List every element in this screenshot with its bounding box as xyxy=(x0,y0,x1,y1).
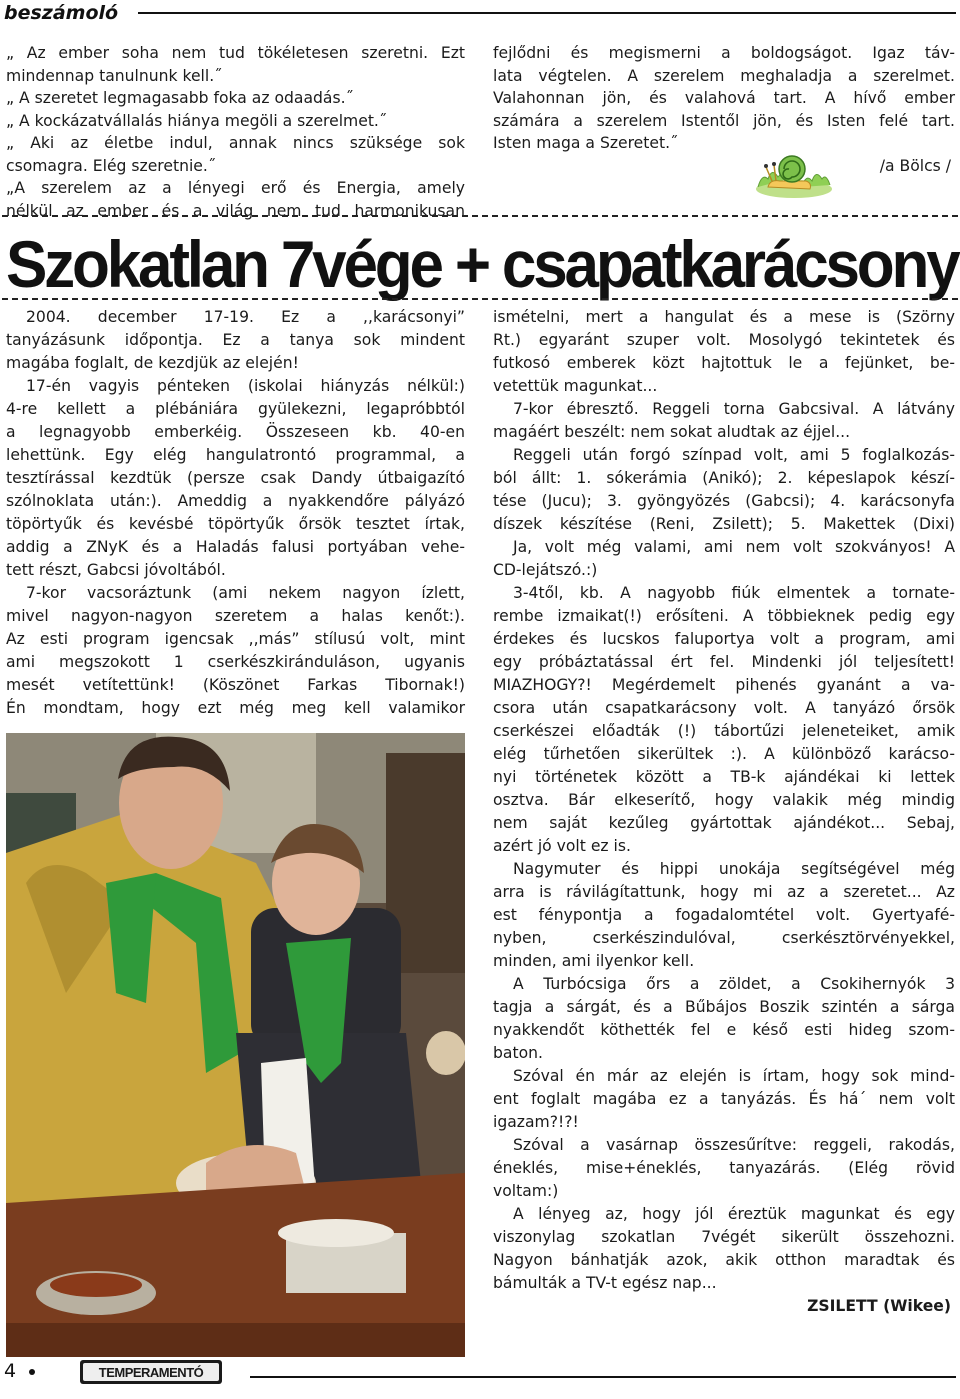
quote-line: Valahonnan jön, és valahová tart. A hívő ember xyxy=(493,89,955,107)
quote-line: „ A szeretet legmagasabb foka az odaadás.˝ xyxy=(6,89,354,107)
quote-line: „A szerelem az a lényegi erő és Energia, amely xyxy=(6,179,465,197)
article-line: igazam?!?! xyxy=(493,1113,579,1131)
article-line: baton. xyxy=(493,1044,543,1062)
article-line: Szóval én már az elején is írtam, hogy sok mind- xyxy=(513,1067,955,1085)
article-line: viszonylag szokatlan 7végét sikerült összehozni. xyxy=(493,1228,955,1246)
article-line: egy próbáztatással ért fel. Mindenki jól teljesített! xyxy=(493,653,955,671)
dashed-divider xyxy=(2,298,958,300)
article-line: töpörtyűk és kevésbé töpörtyűk őrsök tesztet írtak, xyxy=(6,515,465,533)
article-line: szólnoklata után:). Ameddig a nyakkendőre pályázó xyxy=(6,492,465,510)
article-signature: ZSILETT (Wikee) xyxy=(807,1297,951,1315)
quote-line: fejlődni és megismerni a boldogságot. Igaz táv- xyxy=(493,44,955,62)
scout-photo xyxy=(6,733,465,1357)
quote-line: nélkül az ember és a világ nem tud harmonikusan xyxy=(6,201,465,220)
article-line: nyi történetek között a TB-k ajándékai ki lettek xyxy=(493,768,955,786)
article-line: 7-kor vacsoráztunk (ami nekem nagyon ízlett, xyxy=(26,584,465,602)
quote-line: lata végtelen. A szerelem meghaladja a szerelmet. xyxy=(493,66,955,85)
article-line: 2004. december 17-19. Ez a ,,karácsonyi” xyxy=(26,308,465,326)
article-line: arra is rávilágítattunk, hogy mi az a szeretet... Az xyxy=(493,883,955,901)
article-line: Reggeli után forgó színpad volt, ami 5 foglalkozás- xyxy=(513,446,955,464)
footer-rule xyxy=(250,1376,956,1378)
article-line: ami megszokott 1 cserkészkiránduláson, ugyanis xyxy=(6,653,465,671)
logo-text: TEMPERAMENTÓ xyxy=(98,1365,204,1380)
dashed-divider xyxy=(2,215,958,217)
article-line: ent foglalt magába ez a tanyázás. És há´ nem volt xyxy=(493,1090,955,1108)
article-line: tése (Jucu); 3. gyöngyözés (Gabcsi); 4. karácsonyfa xyxy=(493,492,955,510)
article-line: Szóval a vasárnap összesűrítve: reggeli, rakodás, xyxy=(513,1136,955,1154)
article-line: nyben, cserkészindulóval, cserkésztörvényekkel, xyxy=(493,929,955,947)
article-line: futkosó emberek közt hajtottuk le a fejünket, be- xyxy=(493,354,955,372)
article-line: magába foglalt, de kezdjük az elején! xyxy=(6,354,299,372)
article-line: rembe izmaikat(!) erősíteni. A többieknek pedig egy xyxy=(493,607,955,625)
article-line: ból állt: 1. sókerámia (Anikó); 2. képeslapok készí- xyxy=(493,469,955,487)
article-line: lehettünk. Egy elég hangulatrontó programmal, a xyxy=(6,446,465,464)
article-line: minden, ami ilyenkor kell. xyxy=(493,952,695,970)
article-line: A lényeg az, hogy jól éreztük magunkat és egy xyxy=(513,1205,955,1223)
article-line: 3-4től, kb. A nagyobb fiúk elmentek a tornate- xyxy=(513,584,955,602)
quote-line: Isten maga a Szeretet.˝ xyxy=(493,134,678,152)
bullet-icon xyxy=(29,1369,35,1375)
article-line: cserkészei előadták (!) tábortűzi jeleneteiket, amik xyxy=(493,722,955,740)
article-line: mivel nagyon-nagyon szeretem a halas kenőt:). xyxy=(6,607,465,625)
quote-column-right xyxy=(493,42,955,177)
article-line: tagja a sárgát, és a Bűbájos Boszik szintén a sárga xyxy=(493,998,955,1016)
article-line: 4-re kellett a plébániára gyülekezni, legapróbbtól xyxy=(6,400,465,418)
article-line: 7-kor ébresztő. Reggeli torna Gabcsival. A látvány xyxy=(513,400,955,418)
article-line: érdekes és lucskos faluportya volt a program, ami xyxy=(493,630,955,648)
quote-line: számára a szerelem Istentől jön, és Isten felé tart. xyxy=(493,111,955,130)
article-line: bámulták a TV-t egész nap... xyxy=(493,1274,717,1292)
magazine-logo xyxy=(80,1356,222,1388)
article-line: Nagyon bánhatják azok, akik otthon maradtak és xyxy=(493,1251,955,1269)
quote-line: mindennap tanulnunk kell.˝ xyxy=(6,66,222,85)
article-line: mesét vetítettünk! (Köszönet Farkas Tibornak!) xyxy=(6,676,465,694)
quote-line: csomagra. Elég szeretnie.˝ xyxy=(6,156,216,175)
article-column-right xyxy=(493,306,955,1318)
article-column-left xyxy=(6,306,465,720)
article-title: Szokatlan 7vége + csapatkarácsony xyxy=(6,227,958,301)
article-line: ismételni, mert a hangulat és a mese is (Szörny xyxy=(493,308,955,326)
section-label: beszámoló xyxy=(4,2,119,24)
article-line: MIAZHOGY?! Megérdemelt pihenés gyanánt a va- xyxy=(493,676,955,694)
article-line: CD-lejátszó.:) xyxy=(493,561,598,579)
article-line: Nagymuter és hippi unokája segítségével még xyxy=(513,860,955,878)
article-line: nem saját kezűleg gyártottak ajándékot... Sebaj, xyxy=(493,814,955,832)
quote-line: „ Az ember soha nem tud tökéletesen szeretni. Ezt xyxy=(6,44,465,62)
quote-attribution: /a Bölcs / xyxy=(879,156,951,175)
article-line: nyakkendőt köthették fel e késő esti hideg szom- xyxy=(493,1021,955,1039)
page-number: 4 xyxy=(4,1360,17,1382)
article-line: azért jó volt ez is. xyxy=(493,837,631,855)
article-line: A Turbócsiga őrs a zöldet, a Csokihernyók 3 xyxy=(513,975,955,993)
snail-icon xyxy=(754,143,832,199)
article-line: a legnagyobb emberkéig. Összeseen kb. 40-en xyxy=(6,423,465,441)
article-line: tanyázásunk időpontja. Ez a tanya sok mindent xyxy=(6,331,465,349)
article-line: est fénypontja a fogadalomtétel volt. Gyertyafé- xyxy=(493,906,955,924)
article-line: tesztírással kezdtük (persze csak Dandy útbaigazító xyxy=(6,469,465,487)
header-rule xyxy=(138,12,956,14)
article-line: Az esti program igencsak ,,más” stílusú volt, mint xyxy=(6,630,465,648)
article-line: Rt.) egyaránt szuper volt. Mosolygó tekintetek és xyxy=(493,331,955,349)
quote-column-left xyxy=(6,42,465,222)
quote-line: „ Aki az életbe indul, annak nincs szüksége sok xyxy=(6,134,465,152)
article-line: vetettük magunkat... xyxy=(493,377,658,395)
article-line: magáért beszélt: nem sokat aludtak az éjjel... xyxy=(493,423,851,441)
article-line: Én mondtam, hogy ezt még meg kell valamikor xyxy=(6,699,465,717)
article-line: csora után csapatkarácsony volt. A tanyázó őrsök xyxy=(493,699,955,717)
article-line: tett részt, Gabcsi jóvoltából. xyxy=(6,561,226,579)
article-line: Ja, volt még valami, ami nem volt szokványos! A xyxy=(513,538,955,556)
article-line: 17-én vagyis pénteken (iskolai hiányzás nélkül:) xyxy=(26,377,465,395)
article-line: díszek készítése (Reni, Zsilett); 5. Makettek (Dixi) xyxy=(493,515,955,533)
article-line: addig a ZNyK és a Haladás falusi portyában vehe- xyxy=(6,538,465,556)
article-line: voltam:) xyxy=(493,1182,559,1200)
article-line: éneklés, mise+éneklés, tanyazárás. (Elég rövid xyxy=(493,1159,955,1177)
article-line: osztva. Bár elkeserítő, hogy valakik még mindig xyxy=(493,791,955,809)
quote-line: „ A kockázatvállalás hiánya megöli a szerelmet.˝ xyxy=(6,111,387,130)
article-line: elég tűrhetően sikerültek :). A különböző karácso- xyxy=(493,745,955,763)
